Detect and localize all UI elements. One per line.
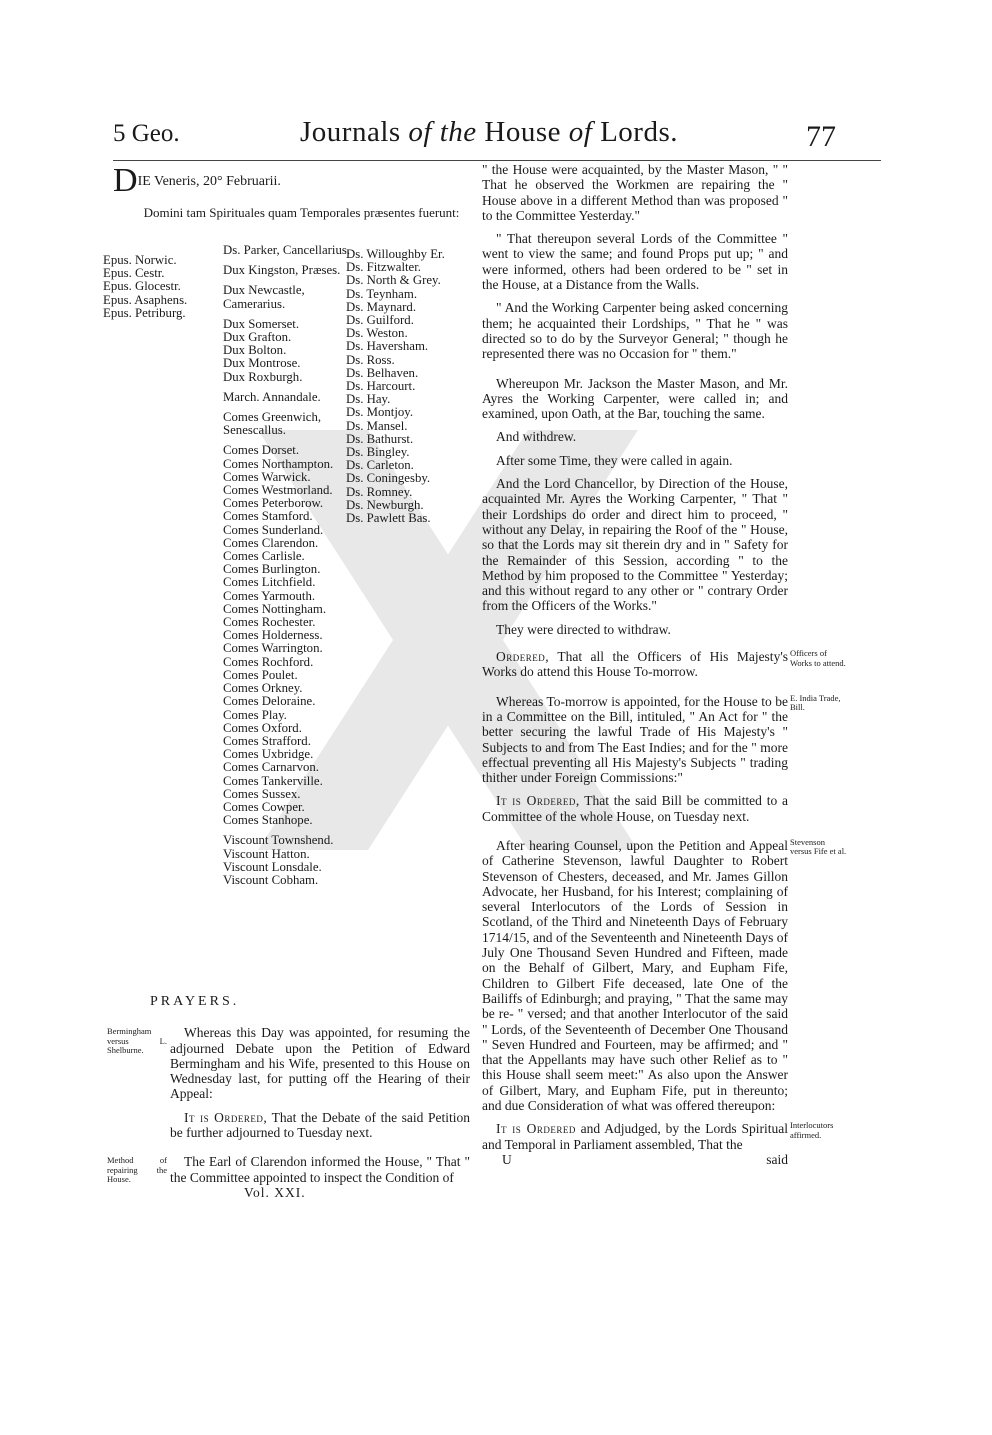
entry-east-india <box>482 692 841 824</box>
attendee-name: Comes Peterborow. <box>223 496 324 511</box>
attendee-name: Comes Burlington. <box>223 562 321 577</box>
paragraph: Whereas this Day was appointed, for resuming the adjourned Debate upon the Petition of Edward Bermingham and his Wife, presented to this House on Wednesday last, for putting off the Hearing of their Appeal: <box>170 1025 470 1102</box>
entry-method <box>107 1154 470 1200</box>
attendee-name: Comes Northampton. <box>223 456 334 471</box>
attendee-name: Epus. Glocestr. <box>103 279 181 294</box>
entry-bermingham <box>107 1025 471 1141</box>
attendee-name: Dux Roxburgh. <box>223 369 303 384</box>
attendee-name: Comes Holderness. <box>223 628 323 643</box>
sitting-date: DIE Veneris, 20° Februarii. <box>113 162 281 199</box>
attendee-name: Epus. Petriburg. <box>103 305 186 320</box>
attendee-name: Ds. Teynham. <box>346 286 418 301</box>
attendee-name: Comes Play. <box>223 707 287 722</box>
paragraph: The Earl of Clarendon informed the House, " That " the Committee appointed to inspect the Condition of <box>170 1154 470 1185</box>
attendee-name: Dux Kingston, Præses. <box>223 263 341 278</box>
attendee-name: Epus. Asaphens. <box>103 292 188 307</box>
attendee-group <box>223 411 351 437</box>
attendee-group <box>223 264 351 277</box>
attendee-name: Epus. Cestr. <box>103 266 165 281</box>
attendee-name: Comes Tankerville. <box>223 773 323 788</box>
attendee-name: Comes Deloraine. <box>223 694 316 709</box>
attendee-group <box>223 444 351 827</box>
attendee-name: Ds. Belhaven. <box>346 365 419 380</box>
attendee-name: Comes Stanhope. <box>223 813 313 828</box>
page-footer <box>482 1152 788 1167</box>
paragraph: It is Ordered, That the Debate of the said Petition be further adjourned to Tuesday next. <box>170 1109 471 1141</box>
attendee-name: Comes Dorset. <box>223 443 300 458</box>
right-column <box>482 162 847 1167</box>
attendee-name: Ds. Bathurst. <box>346 431 414 446</box>
attendee-name: Comes Warrington. <box>223 641 323 656</box>
attendee-name: Comes Sussex. <box>223 786 301 801</box>
attendee-group <box>223 391 351 404</box>
attendee-name: Dux Montrose. <box>223 356 301 371</box>
paragraph: Whereupon Mr. Jackson the Master Mason, and Mr. Ayres the Working Carpenter, were called in; and examined, upon Oath, at the Bar, touching the same. <box>482 375 788 422</box>
attendee-name: Ds. Mansel. <box>346 418 408 433</box>
catchword: said <box>766 1151 788 1167</box>
attendee-name: Ds. Montjoy. <box>346 405 414 420</box>
entry-officers <box>482 648 846 680</box>
paragraph: Ordered, That all the Officers of His Majesty's Works do attend this House To-morrow. <box>482 649 788 680</box>
attendee-name: Ds. Haversham. <box>346 339 429 354</box>
volume-signature: Vol. XXI. <box>244 1184 306 1200</box>
attendee-name: Dux Bolton. <box>223 343 287 358</box>
paragraph: It is Ordered and Adjudged, by the Lords Spiritual and Temporal in Parliament assembled, That the <box>482 1121 788 1152</box>
attendee-name: Ds. Hay. <box>346 392 391 407</box>
attendance-lists <box>103 226 470 887</box>
attendee-name: Ds. Ross. <box>346 352 395 367</box>
attendee-name: Ds. Willoughby Er. <box>346 247 445 261</box>
attendee-name: Comes Strafford. <box>223 733 311 748</box>
paragraph: " the House were acquainted, by the Master Mason, " " That he observed the Workmen are repairing the " House above in a different Method than was proposed " to the Committee Yesterday." <box>482 162 788 223</box>
header-regnal-year: 5 Geo. <box>113 120 180 147</box>
attendee-name: Viscount Hatton. <box>223 846 310 861</box>
attendee-group <box>223 244 351 257</box>
attendee-name: Ds. Bingley. <box>346 445 410 460</box>
margin-note: Officers of Works to attend. <box>790 648 846 668</box>
barons-list <box>346 248 445 525</box>
attendee-name: Ds. Maynard. <box>346 299 417 314</box>
attendee-name: March. Annandale. <box>223 389 321 404</box>
attendee-name: Comes Carlisle. <box>223 549 305 564</box>
page-number: 77 <box>806 120 836 153</box>
attendee-name: Ds. Romney. <box>346 484 413 499</box>
attendee-name: Comes Yarmouth. <box>223 588 316 603</box>
peers-list <box>223 244 351 887</box>
attendee-name: Comes Greenwich, Senescallus. <box>223 410 322 438</box>
attendee-name: Ds. Fitzwalter. <box>346 260 421 275</box>
paragraph: " And the Working Carpenter being asked concerning them; he acquainted their Lordships, " That he " was directed so to do by the Surveyor General; " though he represented there was no Occasion for " them." <box>482 300 788 362</box>
attendee-name: Comes Clarendon. <box>223 535 319 550</box>
attendee-name: Dux Newcastle, Camerarius. <box>223 283 305 311</box>
paragraph: And withdrew. <box>496 429 577 445</box>
margin-note: Method of repairing the House. <box>107 1155 167 1185</box>
paragraph: They were directed to withdraw. <box>496 621 671 637</box>
attendee-group <box>223 834 351 887</box>
paragraph: It is Ordered, That the said Bill be committed to a Committee of the whole House, on Tuesday next. <box>482 793 788 824</box>
attendee-name: Comes Warwick. <box>223 469 311 484</box>
margin-note: Interlocutors affirmed. <box>790 1120 834 1140</box>
header-rule <box>113 160 881 161</box>
attendee-name: Comes Nottingham. <box>223 601 327 616</box>
attendee-name: Ds. Weston. <box>346 326 408 341</box>
attendee-name: Ds. Parker, Cancellarius. <box>223 243 351 257</box>
attendee-name: Ds. Newburgh. <box>346 497 424 512</box>
attendee-name: Comes Carnarvon. <box>223 760 319 775</box>
attendee-name: Ds. Guilford. <box>346 313 414 328</box>
attendee-name: Epus. Norwic. <box>103 253 177 267</box>
present-heading: Domini tam Spirituales quam Temporales præsentes fuerunt: <box>143 205 460 220</box>
attendee-name: Ds. Carleton. <box>346 458 414 473</box>
paragraph: After some Time, they were called in again. <box>496 452 733 468</box>
attendee-name: Comes Sunderland. <box>223 522 324 537</box>
attendee-name: Dux Somerset. <box>223 316 300 331</box>
prayers-heading: PRAYERS. <box>150 994 240 1009</box>
signature-mark: U <box>502 1151 512 1167</box>
attendee-name: Comes Cowper. <box>223 799 305 814</box>
margin-note: Stevenson versus Fife et al. <box>790 836 847 857</box>
attendee-name: Ds. North & Grey. <box>346 273 441 288</box>
attendee-name: Comes Westmorland. <box>223 483 333 498</box>
attendee-name: Ds. Harcourt. <box>346 379 416 394</box>
attendee-group <box>223 318 351 384</box>
attendee-name: Comes Litchfield. <box>223 575 316 590</box>
attendee-name: Comes Rochester. <box>223 615 316 630</box>
margin-note: Bermingham versus L. Shelburne. <box>107 1026 167 1056</box>
entry-stevenson <box>482 836 847 1114</box>
entry-order <box>482 1120 834 1167</box>
paragraph: " That thereupon several Lords of the Committee " went to view the same; and found Props put up; " and were informed, others had been ordered to be " set in the House, at a Distance from the Walls. <box>482 231 788 293</box>
left-column <box>103 162 471 1200</box>
attendee-name: Ds. Pawlett Bas. <box>346 511 431 526</box>
bishops-list <box>103 254 187 320</box>
attendee-name: Comes Poulet. <box>223 667 298 682</box>
running-title: Journals of the House of Lords. <box>300 116 679 148</box>
attendee-name: Comes Rochford. <box>223 654 314 669</box>
paragraph: Whereas To-morrow is appointed, for the House to be in a Committee on the Bill, intituled, " An Act for " the better securing the lawful Trade of His Majesty's " Subjects to and from The East Indies; and for the " more effectual preventing all His Majesty's Subjects " trading thither under Foreign Commissions:" <box>482 693 788 786</box>
attendee-name: Viscount Townshend. <box>223 833 334 848</box>
margin-note: E. India Trade, Bill. <box>790 692 841 713</box>
attendee-name: Comes Stamford. <box>223 509 313 524</box>
attendee-name: Viscount Lonsdale. <box>223 859 322 874</box>
attendee-name: Dux Grafton. <box>223 330 292 345</box>
attendee-group <box>223 284 351 310</box>
attendee-name: Comes Orkney. <box>223 681 303 696</box>
attendee-name: Comes Oxford. <box>223 720 302 735</box>
paragraph: And the Lord Chancellor, by Direction of the House, acquainted Mr. Ayres the Working Carpenter, " That " their Lordships do order and direct him to proceed, " without any Delay, in repairing the Roof of the " House, so that the Lords may sit therein dry and in " Safety for the Remainder of this Session, according " to the Method by him proposed to the Committee " Yesterday; and this without regard to any other or " contrary Order from the Officers of the Works." <box>482 476 788 614</box>
attendee-name: Ds. Coningesby. <box>346 471 431 486</box>
attendee-name: Viscount Cobham. <box>223 872 319 887</box>
paragraph: After hearing Counsel, upon the Petition and Appeal of Catherine Stevenson, lawful Daughter to Robert Stevenson of Chesters, deceased, and Mr. James Gillon Advocate, her Husband, for his Interest; complaining of several Interlocutors of the Lords of Session in Scotland, of the Third and Nineteenth Days of February 1714/15, and of the Seventeenth and Nineteenth Days of July One Thousand Seven Hundred and Fifteen, made on the Behalf of Gilbert, Mary, and Eupham Fife, Children to Gilbert Fife deceased, late One of the Bailiffs of Edinburgh; and praying, " That the same may be re- " versed; and that another Interlocutor of the said " Lords, of the Seventeenth of December One Thousand " Seven Hundred and Fourteen, may be affirmed; and " that the Appellants may have such other Relief as to " this House shall seem meet:" As also upon the Answer of Gilbert, Mary, and Eupham Fife, put in thereunto; and due Consideration of what was offered thereupon: <box>482 837 788 1114</box>
attendee-name: Comes Uxbridge. <box>223 747 314 762</box>
